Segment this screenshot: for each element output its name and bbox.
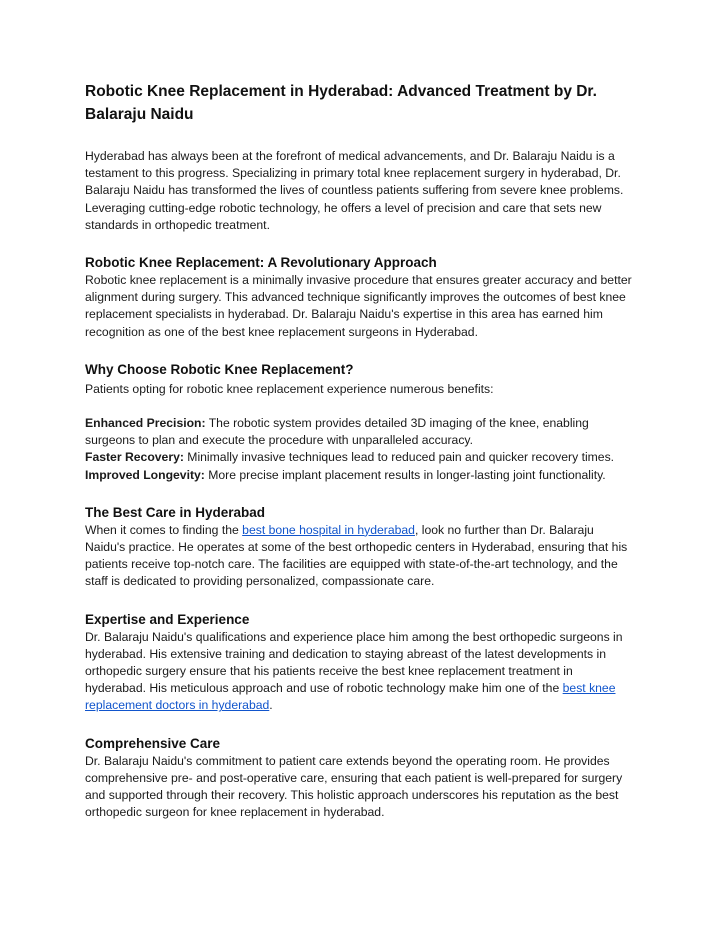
- section-heading: Comprehensive Care: [85, 735, 221, 751]
- benefit-label: Faster Recovery:: [85, 450, 184, 465]
- section-best-care: [85, 504, 633, 591]
- paragraph-text: When it comes to finding the: [85, 522, 243, 537]
- benefits-list: [85, 415, 633, 484]
- benefit-text: The robotic system provides detailed 3D imaging of the knee, enabling surgeons to plan and execute the procedure with unparalleled accuracy.: [85, 416, 589, 448]
- section-paragraph: Patients opting for robotic knee replacement experience numerous benefits:: [85, 381, 494, 396]
- section-paragraph: [85, 522, 633, 591]
- paragraph-text: .: [269, 698, 273, 713]
- section-heading: The Best Care in Hyderabad: [85, 504, 266, 520]
- section-paragraph: [85, 629, 633, 715]
- section-heading: Expertise and Experience: [85, 611, 250, 627]
- benefit-label: Improved Longevity:: [85, 467, 205, 482]
- best-bone-hospital-link[interactable]: best bone hospital in hyderabad: [242, 522, 415, 537]
- paragraph-text: Dr. Balaraju Naidu's qualifications and experience place him among the best orthopedic surgeons in hyderabad. His extensive training and dedication to staying abreast of the latest developments in orthopedic surgery ensure that his patients receive the best knee replacement treatment in hyderabad. His meticulous approach and use of robotic technology make him one of the: [85, 629, 623, 696]
- section-heading: Why Choose Robotic Knee Replacement?: [85, 361, 354, 377]
- benefit-label: Enhanced Precision:: [85, 416, 206, 431]
- benefit-item: [85, 467, 633, 484]
- section-expertise: [85, 611, 633, 715]
- best-knee-replacement-doctors-link[interactable]: best knee replacement doctors in hyderabad: [85, 681, 616, 713]
- document-body: [85, 80, 633, 821]
- benefit-text: Minimally invasive techniques lead to reduced pain and quicker recovery times.: [183, 450, 615, 465]
- intro-paragraph: Hyderabad has always been at the forefront of medical advancements, and Dr. Balaraju Naidu is a testament to this progress. Specializing in primary total knee replacement surgery in hyderabad, Dr. Balaraju Naidu has transformed the lives of countless patients suffering from severe knee problems. Leveraging cutting-edge robotic technology, he offers a level of precision and care that sets new standards in orthopedic treatment.: [85, 149, 624, 232]
- benefit-item: [85, 449, 633, 466]
- benefit-text: More precise implant placement results in longer-lasting joint functionality.: [204, 467, 606, 482]
- paragraph-text: , look no further than Dr. Balaraju Naidu's practice. He operates at some of the best orthopedic centers in Hyderabad, ensuring that his patients receive top-notch care. The facilities are equipped with state-of-the-art technology, and the staff is dedicated to providing personalized, compassionate care.: [85, 522, 628, 589]
- section-paragraph: Dr. Balaraju Naidu's commitment to patient care extends beyond the operating room. He provides comprehensive pre- and post-operative care, ensuring that each patient is well-prepared for surgery and supported through their recovery. This holistic approach underscores his reputation as the best orthopedic surgeon for knee replacement in hyderabad.: [85, 753, 623, 820]
- section-why-choose: [85, 361, 633, 484]
- page-title: Robotic Knee Replacement in Hyderabad: Advanced Treatment by Dr. Balaraju Naidu: [85, 83, 597, 123]
- section-heading: Robotic Knee Replacement: A Revolutionary Approach: [85, 255, 437, 271]
- benefit-item: [85, 415, 633, 449]
- section-comprehensive-care: [85, 735, 633, 822]
- section-robotic-approach: [85, 254, 633, 341]
- section-paragraph: Robotic knee replacement is a minimally invasive procedure that ensures greater accuracy and better alignment during surgery. This advanced technique significantly improves the outcomes of best knee replacement specialists in hyderabad. Dr. Balaraju Naidu's expertise in this area has earned him recognition as one of the best knee replacement surgeons in Hyderabad.: [85, 273, 632, 339]
